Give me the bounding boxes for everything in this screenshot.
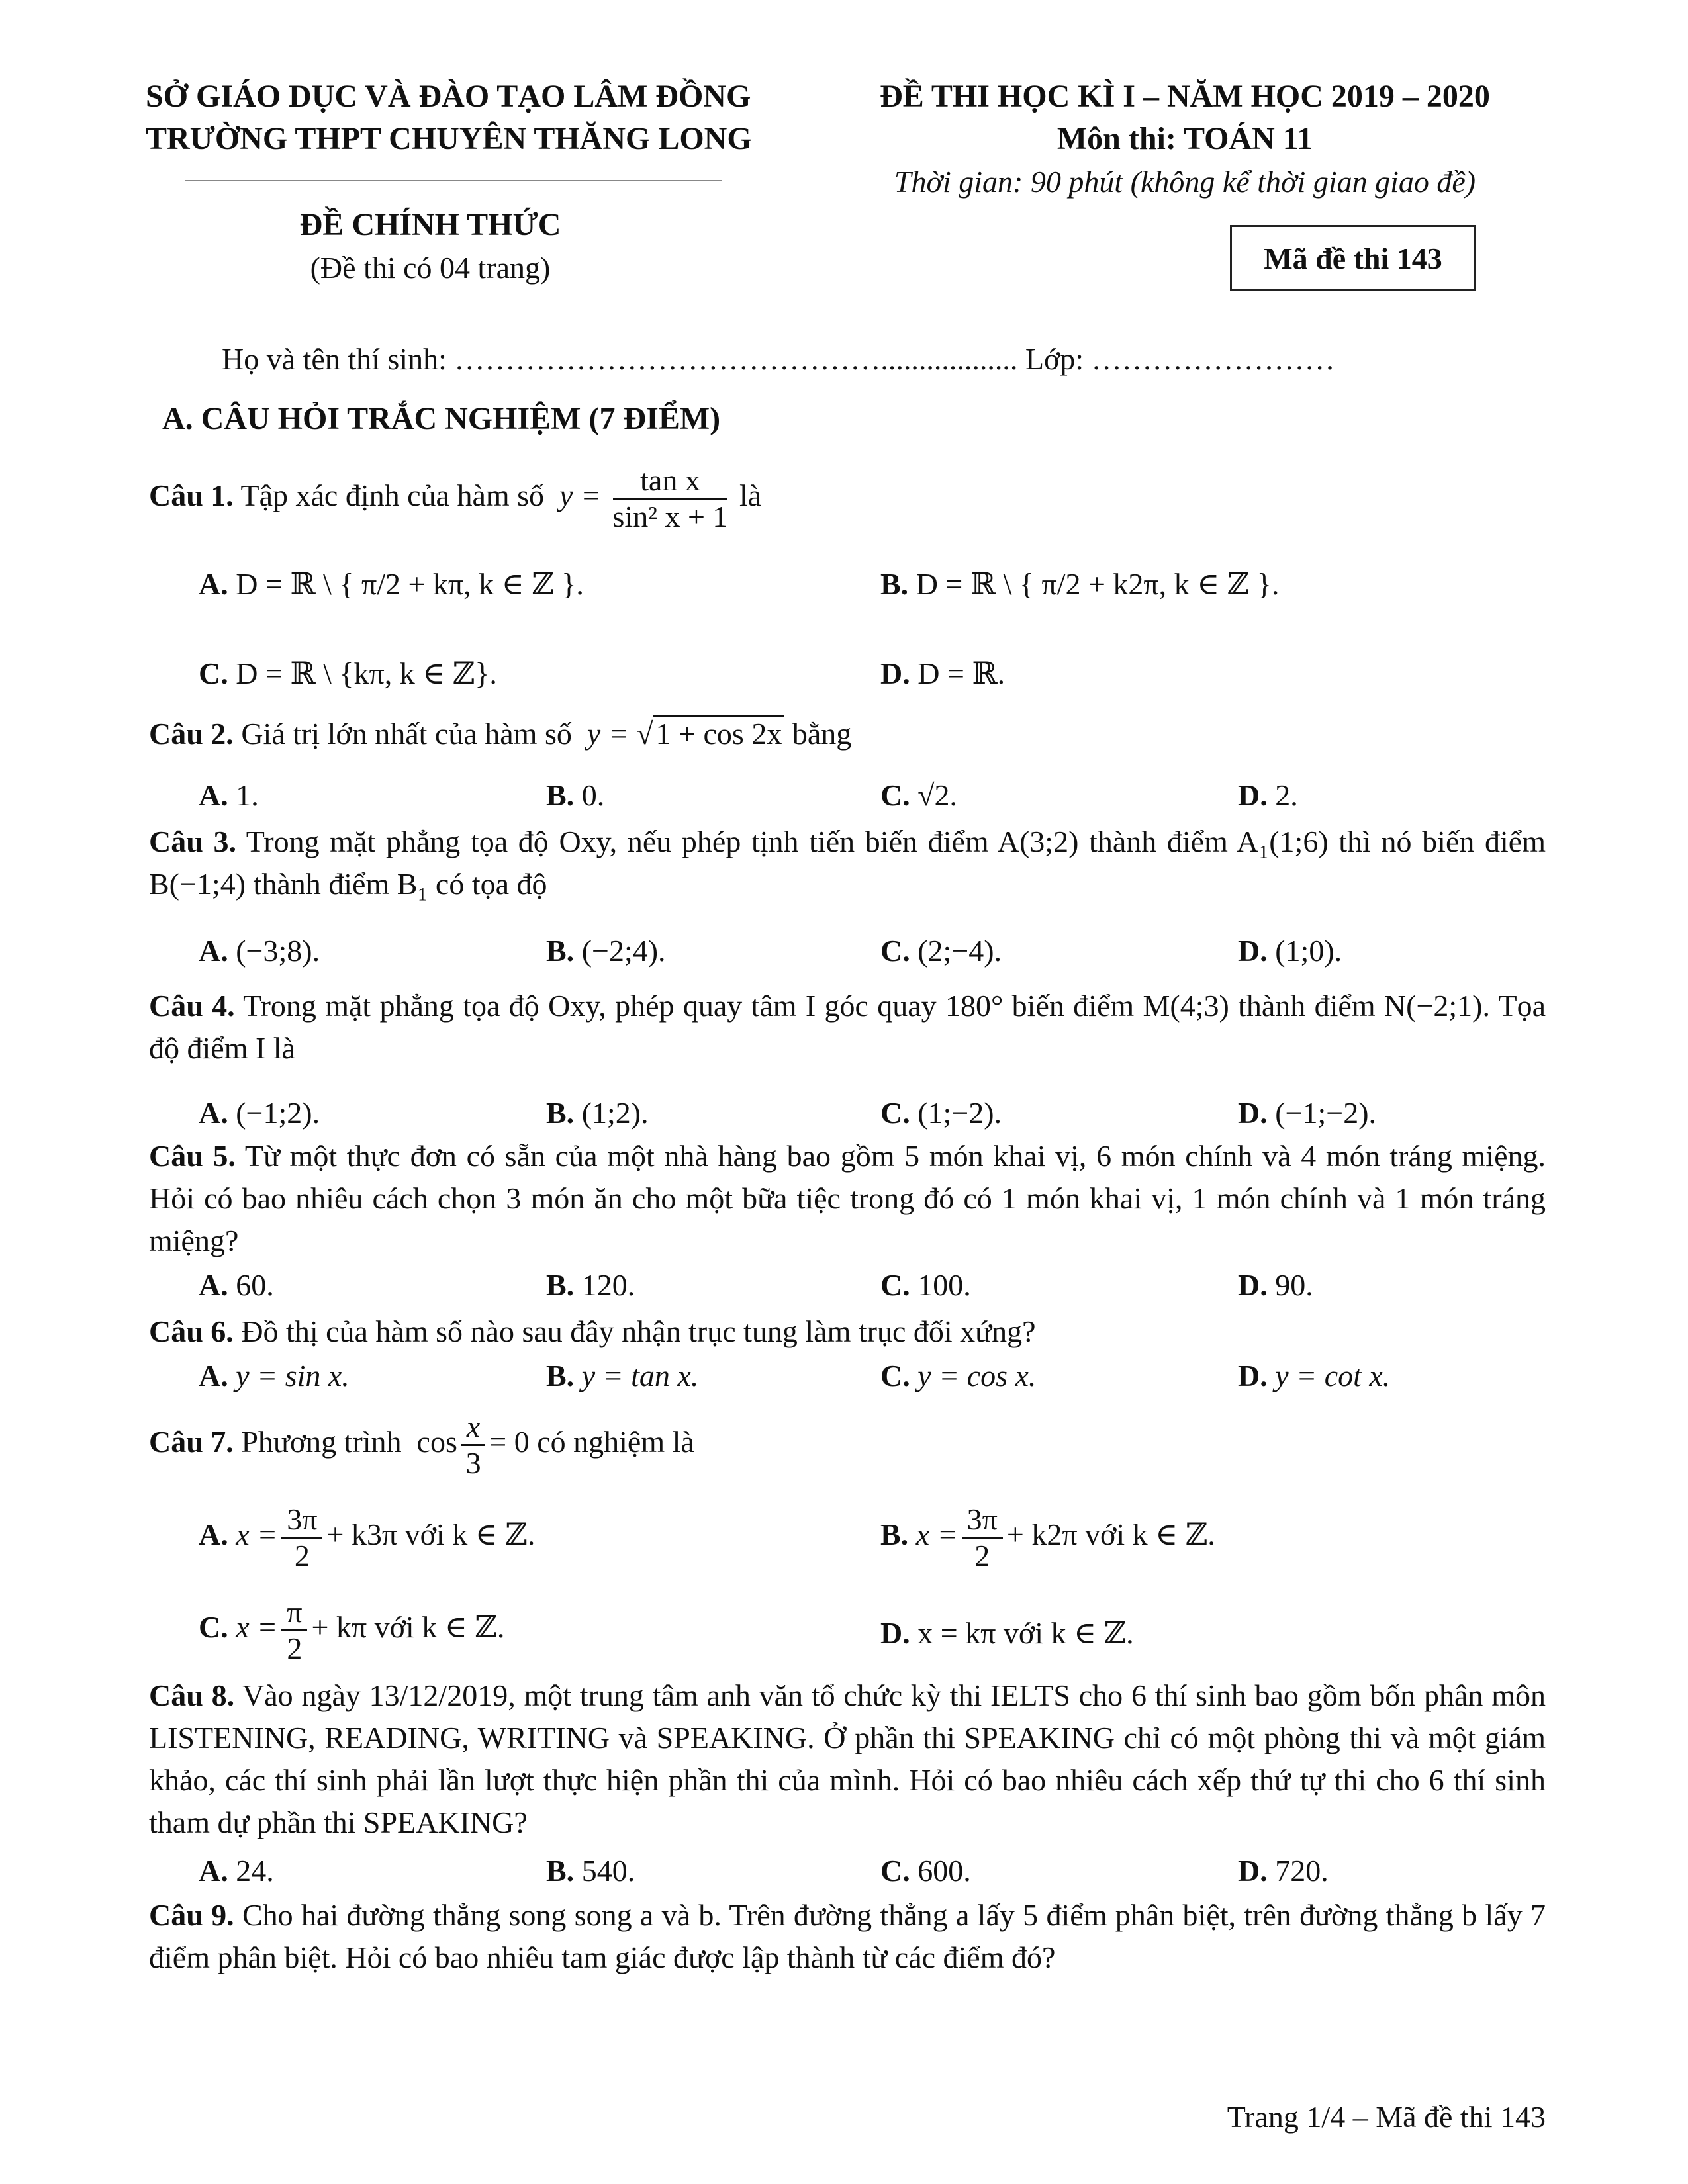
q5-option-d[interactable]: D. 90. <box>1238 1268 1313 1302</box>
q3-option-c[interactable]: C. (2;−4). <box>880 934 1002 968</box>
question-tail: có nghiệm là <box>537 1425 694 1459</box>
q7-option-d-text: x = kπ với k ∈ ℤ. <box>917 1616 1134 1650</box>
question-7: Câu 7. Phương trình cos $\frac{x}{3}$ = 0 có nghiệm là <box>149 1410 694 1480</box>
q6-option-a[interactable]: A. y = sin x. <box>199 1359 350 1392</box>
question-4 <box>149 985 1546 1069</box>
name-field[interactable]: …………………………………….................. <box>454 342 1018 376</box>
exam-code: Mã đề thi 143 <box>1264 241 1442 275</box>
q3-option-b[interactable]: B. (−2;4). <box>546 934 666 968</box>
q1-option-a[interactable]: A. D = ℝ \ { π/2 + kπ, k ∈ ℤ }. <box>199 567 584 601</box>
question-text: Vào ngày 13/12/2019, một trung tâm anh văn tổ chức kỳ thi IELTS cho 6 thí sinh bao gồm bốn phân môn LISTENING, READING, WRITING và SPEAKING. Ở phần thi SPEAKING chỉ có một phòng thi và một giám khảo, các thí sinh phải lần lượt thực hiện phần thi của mình. Hỏi có bao nhiêu cách xếp thứ tự thi cho 6 thí sinh tham dự phần thi SPEAKING? <box>149 1678 1546 1839</box>
question-6 <box>149 1314 1036 1349</box>
q3-option-d[interactable]: D. (1;0). <box>1238 934 1342 968</box>
q4-option-c[interactable]: C. (1;−2). <box>880 1096 1002 1130</box>
question-text: Đồ thị của hàm số nào sau đây nhận trục tung làm trục đối xứng? <box>241 1314 1036 1348</box>
question-8 <box>149 1674 1546 1844</box>
q8-option-a[interactable]: A. 24. <box>199 1854 274 1888</box>
q2-option-d[interactable]: D. 2. <box>1238 778 1298 812</box>
q4-option-d[interactable]: D. (−1;−2). <box>1238 1096 1377 1130</box>
name-label: Họ và tên thí sinh: <box>222 342 447 376</box>
question-text: Phương trình <box>241 1425 402 1459</box>
q2-option-a[interactable]: A. 1. <box>199 778 259 812</box>
question-label: Câu 5. <box>149 1139 236 1173</box>
official-label: ĐỀ CHÍNH THỨC <box>299 207 561 242</box>
page-footer: Trang 1/4 – Mã đề thi 143 <box>1227 2100 1546 2134</box>
question-tail: bằng <box>792 717 852 751</box>
question-label: Câu 1. <box>149 478 234 513</box>
question-text: Tập xác định của hàm số <box>240 478 545 513</box>
q6-option-c[interactable]: C. y = cos x. <box>880 1359 1037 1392</box>
fraction-numerator: tan x <box>613 463 728 500</box>
q7-option-c[interactable]: C. x = $\frac{\pi}{2}$ + kπ với k ∈ ℤ. <box>199 1595 505 1665</box>
q6-option-d[interactable]: D. y = cot x. <box>1238 1359 1391 1392</box>
question-tail: là <box>739 478 762 513</box>
q7-option-a-text: + k3π với k ∈ ℤ. <box>326 1518 536 1552</box>
q1-option-d[interactable]: D. D = ℝ. <box>880 657 1006 690</box>
department-name: SỞ GIÁO DỤC VÀ ĐÀO TẠO LÂM ĐỒNG <box>146 79 751 114</box>
q1-option-a-text: D = ℝ \ { π/2 + kπ, k ∈ ℤ }. <box>236 567 584 601</box>
q4-option-a[interactable]: A. (−1;2). <box>199 1096 320 1130</box>
q7-option-a[interactable]: A. x = $\frac{3\pi}{2}$ + k3π với k ∈ ℤ. <box>199 1502 536 1572</box>
question-label: Câu 9. <box>149 1898 234 1932</box>
q1-option-b-text: D = ℝ \ { π/2 + k2π, k ∈ ℤ }. <box>915 567 1280 601</box>
q3-option-a[interactable]: A. (−3;8). <box>199 934 320 968</box>
q8-option-c[interactable]: C. 600. <box>880 1854 971 1888</box>
header-divider <box>185 180 722 181</box>
question-label: Câu 7. <box>149 1425 234 1459</box>
q5-option-c[interactable]: C. 100. <box>880 1268 971 1302</box>
question-1: Câu 1. Tập xác định của hàm số y = $\frac{\text{tan x}}{\text{sin² x + 1}}$ là <box>149 463 762 533</box>
question-label: Câu 6. <box>149 1314 234 1348</box>
question-label: Câu 3. <box>149 825 236 858</box>
exam-time: Thời gian: 90 phút (không kể thời gian giao đề) <box>894 165 1476 199</box>
q1-option-b[interactable]: B. D = ℝ \ { π/2 + k2π, k ∈ ℤ }. <box>880 567 1280 601</box>
school-name: TRƯỜNG THPT CHUYÊN THĂNG LONG <box>146 121 752 156</box>
q1-option-c[interactable]: C. D = ℝ \ {kπ, k ∈ ℤ}. <box>199 657 497 690</box>
question-2: Câu 2. Giá trị lớn nhất của hàm số y = √1 + cos 2x bằng <box>149 716 851 751</box>
sqrt-expression: 1 + cos 2x <box>653 715 785 751</box>
question-3 <box>149 821 1546 905</box>
q7-option-d[interactable]: D. x = kπ với k ∈ ℤ. <box>880 1616 1134 1650</box>
exam-title: ĐỀ THI HỌC KÌ I – NĂM HỌC 2019 – 2020 <box>880 79 1490 114</box>
q7-option-b[interactable]: B. x = $\frac{3\pi}{2}$ + k2π với k ∈ ℤ. <box>880 1502 1215 1572</box>
q1-option-d-text: D = ℝ. <box>917 657 1006 690</box>
class-field[interactable]: …………………… <box>1091 342 1335 376</box>
question-5 <box>149 1135 1546 1262</box>
q8-option-b[interactable]: B. 540. <box>546 1854 635 1888</box>
fraction-denominator: sin² x + 1 <box>612 500 728 533</box>
section-heading: A. CÂU HỎI TRẮC NGHIỆM (7 ĐIỂM) <box>162 401 721 436</box>
question-text: Giá trị lớn nhất của hàm số <box>241 717 572 751</box>
question-text: Trong mặt phẳng tọa độ Oxy, phép quay tâm I góc quay 180° biến điểm M(4;3) thành điểm N(−2;1). Tọa độ điểm I là <box>149 989 1546 1065</box>
pages-note: (Đề thi có 04 trang) <box>310 251 551 285</box>
q2-option-c[interactable]: C. √2. <box>880 778 957 812</box>
fraction <box>613 463 728 534</box>
student-info-line <box>222 341 1335 377</box>
q4-option-b[interactable]: B. (1;2). <box>546 1096 649 1130</box>
q1-option-c-text: D = ℝ \ {kπ, k ∈ ℤ}. <box>236 657 497 690</box>
q2-option-b[interactable]: B. 0. <box>546 778 605 812</box>
q7-option-c-text: + kπ với k ∈ ℤ. <box>311 1610 505 1645</box>
question-label: Câu 8. <box>149 1678 235 1712</box>
question-text: Trong mặt phẳng tọa độ Oxy, nếu phép tịnh tiến biến điểm A(3;2) thành điểm A₁(1;6) thì nó biến điểm B(−1;4) thành điểm B₁ có tọa độ <box>149 825 1546 901</box>
subject: Môn thi: TOÁN 11 <box>1056 121 1313 156</box>
q5-option-b[interactable]: B. 120. <box>546 1268 635 1302</box>
q7-option-b-text: + k2π với k ∈ ℤ. <box>1006 1518 1215 1552</box>
exam-code-box <box>1230 225 1476 291</box>
class-label: Lớp: <box>1025 342 1084 376</box>
q6-option-b[interactable]: B. y = tan x. <box>546 1359 699 1392</box>
q8-option-d[interactable]: D. 720. <box>1238 1854 1329 1888</box>
question-text: Từ một thực đơn có sẵn của một nhà hàng bao gồm 5 món khai vị, 6 món chính và 4 món tráng miệng. Hỏi có bao nhiêu cách chọn 3 món ăn cho một bữa tiệc trong đó có 1 món khai vị, 1 món chính và 1 món tráng miệng? <box>149 1139 1546 1257</box>
question-text: Cho hai đường thẳng song song a và b. Trên đường thẳng a lấy 5 điểm phân biệt, trên đường thẳng b lấy 7 điểm phân biệt. Hỏi có bao nhiêu tam giác được lập thành từ các điểm đó? <box>149 1898 1546 1974</box>
question-9 <box>149 1894 1546 1979</box>
question-label: Câu 4. <box>149 989 235 1023</box>
q5-option-a[interactable]: A. 60. <box>199 1268 274 1302</box>
question-label: Câu 2. <box>149 717 234 751</box>
